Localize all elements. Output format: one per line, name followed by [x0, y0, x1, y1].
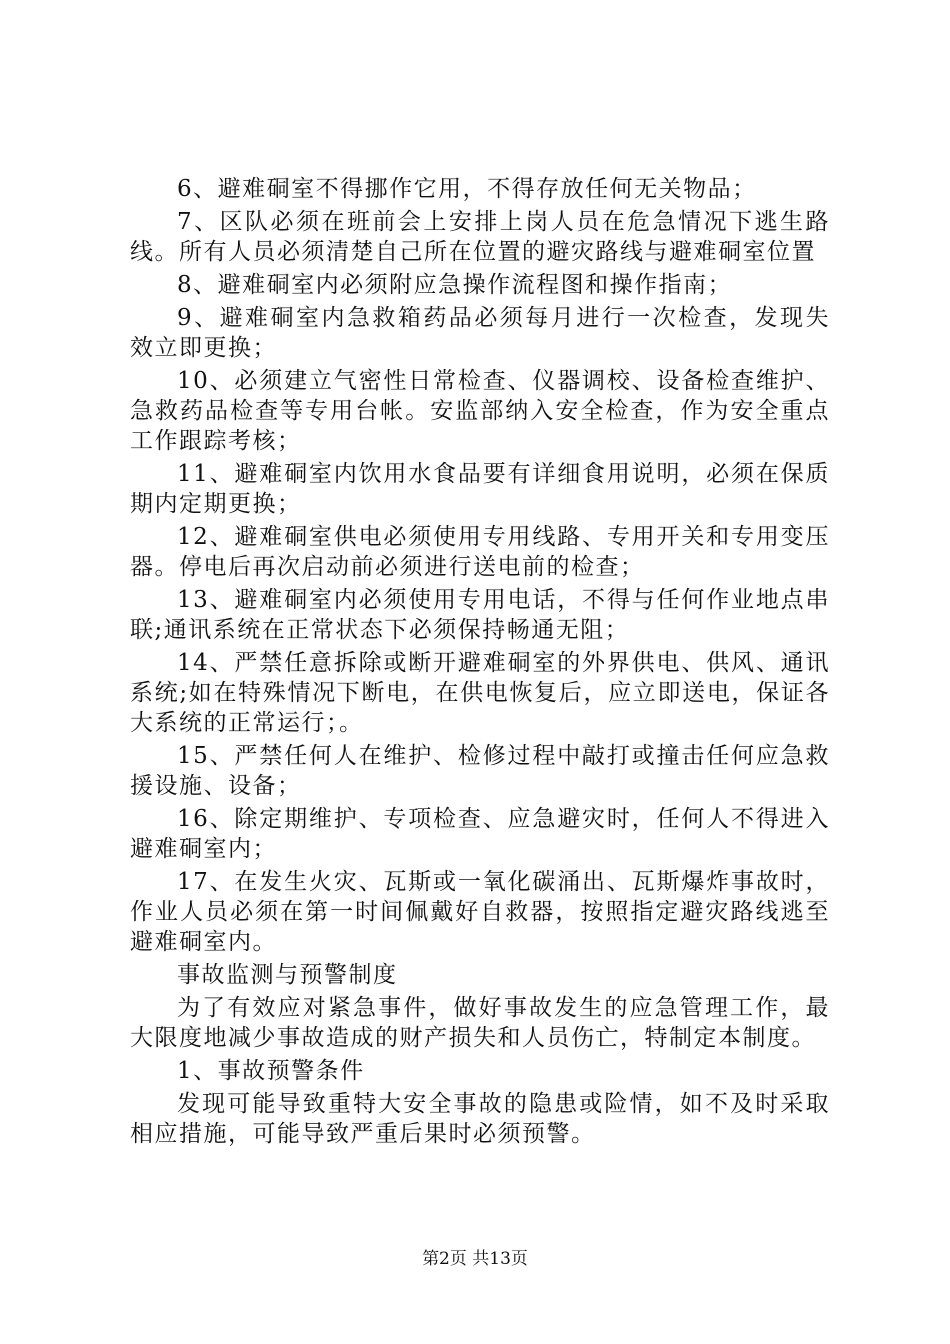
- paragraph-17: 17、在发生火灾、瓦斯或一氧化碳涌出、瓦斯爆炸事故时，作业人员必须在第一时间佩戴好自救器，按照指定避灾路线逃至避难硐室内。: [130, 869, 830, 955]
- paragraph-13: 13、避难硐室内必须使用专用电话，不得与任何作业地点串联;通讯系统在正常状态下必须保持畅通无阻；: [130, 587, 830, 643]
- paragraph-12: 12、避难硐室供电必须使用专用线路、专用开关和专用变压器。停电后再次启动前必须进行送电前的检查；: [130, 524, 830, 580]
- paragraph-10: 10、必须建立气密性日常检查、仪器调校、设备检查维护、急救药品检查等专用台帐。安监部纳入安全检查，作为安全重点工作跟踪考核；: [130, 368, 830, 454]
- paragraph-8: 8、避难硐室内必须附应急操作流程图和操作指南；: [177, 272, 733, 298]
- subsection-heading: 1、事故预警条件: [177, 1058, 365, 1084]
- paragraph-15: 15、严禁任何人在维护、检修过程中敲打或撞击任何应急救援设施、设备；: [130, 743, 830, 799]
- paragraph-16: 16、除定期维护、专项检查、应急避灾时，任何人不得进入避难硐室内；: [130, 806, 830, 862]
- page-number: 第2页 共13页: [422, 1249, 528, 1269]
- paragraph-11: 11、避难硐室内饮用水食品要有详细食用说明，必须在保质期内定期更换；: [130, 461, 830, 517]
- warning-condition-paragraph: 发现可能导致重特大安全事故的隐患或险情，如不及时采取相应措施，可能导致严重后果时必须预警。: [130, 1091, 830, 1147]
- paragraph-7: 7、区队必须在班前会上安排上岗人员在危急情况下逃生路线。所有人员必须清楚自己所在位置的避灾路线与避难硐室位置: [130, 209, 830, 265]
- document-body: [130, 174, 830, 1152]
- section-heading: 事故监测与预警制度: [177, 962, 398, 988]
- paragraph-9: 9、避难硐室内急救箱药品必须每月进行一次检查，发现失效立即更换；: [130, 305, 830, 361]
- intro-paragraph: 为了有效应对紧急事件，做好事故发生的应急管理工作，最大限度地减少事故造成的财产损失和人员伤亡，特制定本制度。: [130, 995, 830, 1051]
- paragraph-6: 6、避难硐室不得挪作它用，不得存放任何无关物品；: [177, 176, 757, 202]
- paragraph-14: 14、严禁任意拆除或断开避难硐室的外界供电、供风、通讯系统;如在特殊情况下断电，在供电恢复后，应立即送电，保证各大系统的正常运行；。: [130, 650, 830, 736]
